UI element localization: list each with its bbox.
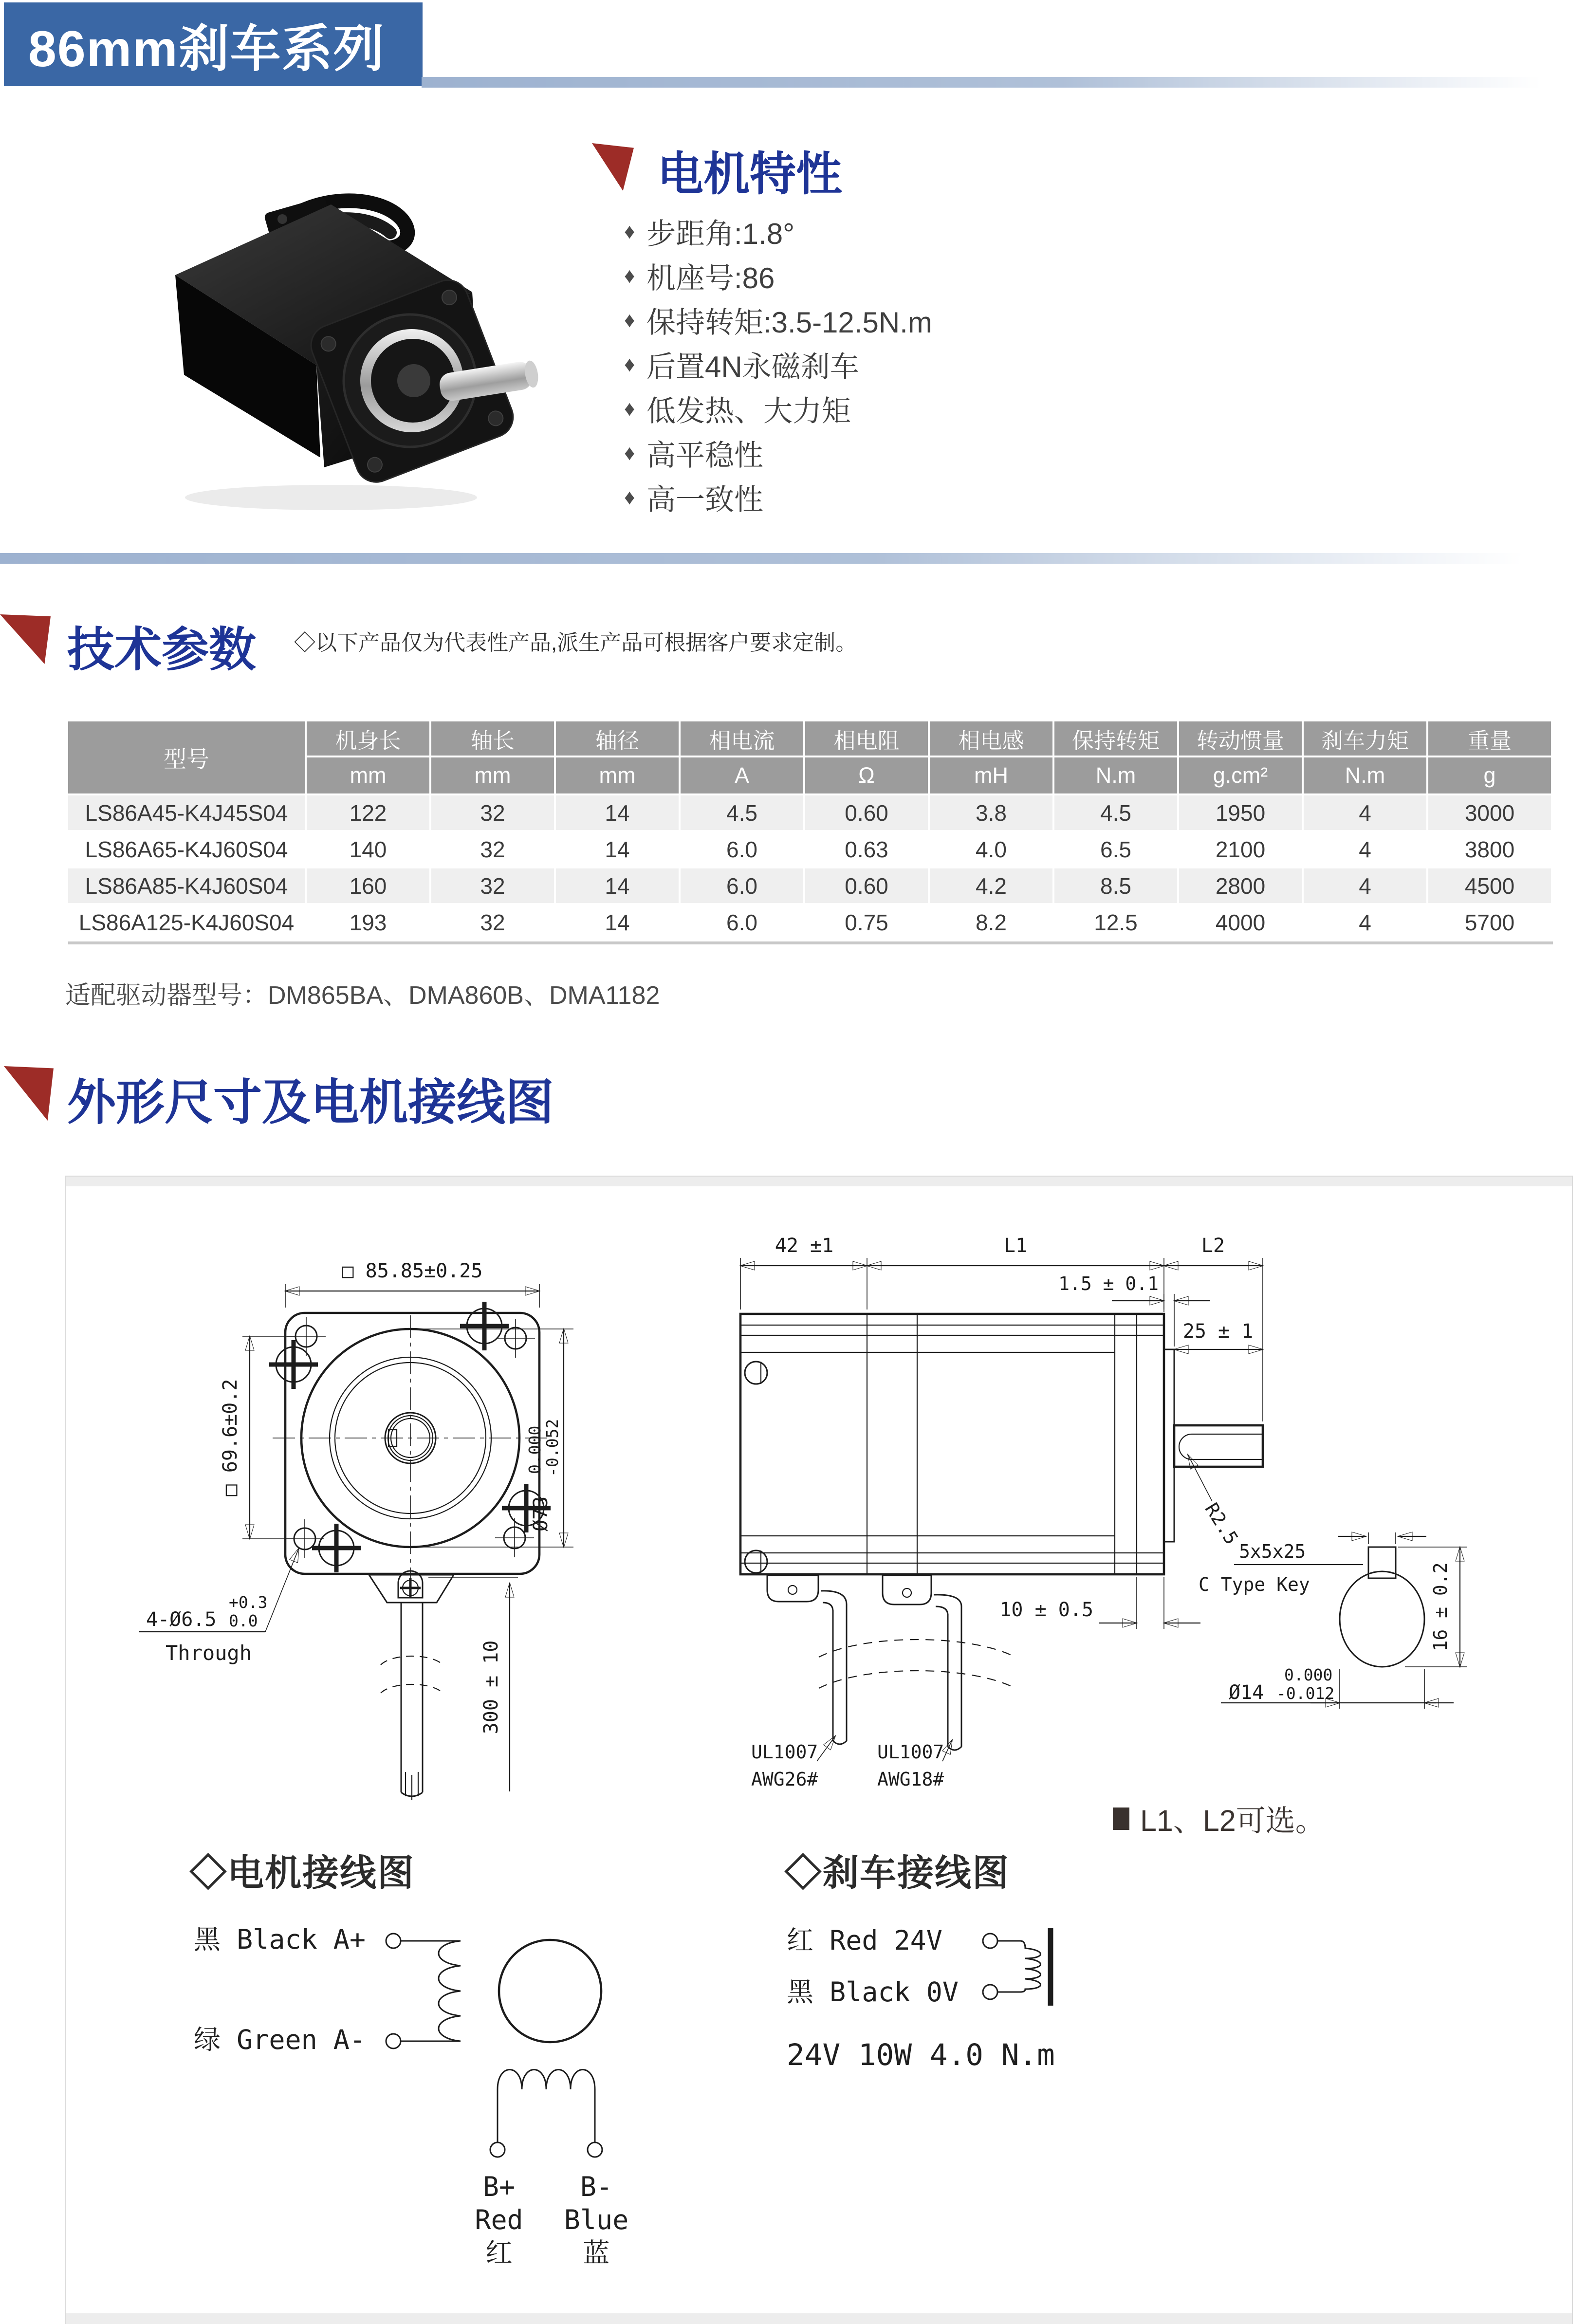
feature-text: 高平稳性 [646, 439, 763, 472]
b-minus: B- [580, 2171, 613, 2202]
diamond-bullet-icon: ♦ [624, 308, 635, 332]
cell: 1950 [1179, 795, 1304, 832]
cell: 0.60 [805, 795, 930, 832]
cell: 4 [1304, 832, 1428, 868]
dim-l1: L1 [1003, 1236, 1028, 1257]
driver-note: 适配驱动器型号：DM865BA、DMA860B、DMA1182 [65, 981, 660, 1010]
features-list [624, 209, 932, 519]
cell: 32 [431, 832, 556, 868]
col-unit: g [1428, 757, 1553, 795]
cell: 3.8 [930, 795, 1054, 832]
diamond-bullet-icon: ♦ [624, 352, 635, 376]
wire1-gauge: AWG26# [751, 1769, 818, 1790]
brake-wiring-title: ◇刹车接线图 [785, 1852, 1010, 1893]
cell: 12.5 [1054, 905, 1179, 941]
feature-text: 机座号:86 [646, 261, 775, 295]
cell: 4.0 [930, 832, 1054, 868]
col-header: 相电阻 [805, 721, 930, 757]
series-title: 86mm刹车系列 [28, 21, 385, 77]
cell-model: LS86A45-K4J45S04 [68, 795, 307, 832]
brake-wiring-diagram [974, 1913, 1110, 2045]
feature-item [624, 342, 932, 387]
cell: 4000 [1179, 905, 1304, 941]
dim-shaft-length: 25 ± 1 [1182, 1320, 1254, 1343]
cell: 4 [1304, 868, 1428, 905]
col-unit: A [681, 757, 805, 795]
cell: 3800 [1428, 832, 1553, 868]
side-view-drawing [701, 1236, 1504, 1811]
col-unit: mm [556, 757, 681, 795]
feature-text: 高一致性 [646, 483, 763, 516]
dim-collar: 1.5 ± 0.1 [1058, 1273, 1159, 1294]
square-bullet-icon [1113, 1808, 1129, 1830]
cell: 2800 [1179, 868, 1304, 905]
feature-item [624, 387, 932, 431]
col-header: 轴径 [556, 721, 681, 757]
key-size: 5x5x25 [1239, 1541, 1306, 1562]
cell-model: LS86A125-K4J60S04 [68, 905, 307, 941]
box-band-bottom [66, 2313, 1572, 2324]
col-unit: N.m [1304, 757, 1428, 795]
cell: 14 [556, 905, 681, 941]
specs-title: 技术参数 [67, 623, 256, 676]
col-header: 轴长 [431, 721, 556, 757]
specs-note: ◇以下产品仅为代表性产品,派生产品可根据客户要求定制。 [294, 631, 857, 655]
cell: 32 [431, 868, 556, 905]
cell: 6.0 [681, 832, 805, 868]
feature-text: 后置4N永磁刹车 [646, 350, 859, 383]
cell: 0.60 [805, 868, 930, 905]
col-header: 机身长 [307, 721, 431, 757]
feature-item [624, 254, 932, 298]
cell: 6.5 [1054, 832, 1179, 868]
cell: 6.0 [681, 868, 805, 905]
cell: 193 [307, 905, 431, 941]
feature-item [624, 298, 932, 342]
pilot-dia: Ø73 [530, 1496, 552, 1531]
col-header: 转动惯量 [1179, 721, 1304, 757]
dim-hole-square: □ 69.6±0.2 [219, 1379, 241, 1496]
col-header: 重量 [1428, 721, 1553, 757]
cell-model: LS86A85-K4J60S04 [68, 868, 307, 905]
wire2-gauge: AWG18# [877, 1769, 944, 1790]
col-unit: mm [307, 757, 431, 795]
col-header-model: 型号 [68, 721, 307, 795]
dim-shaft-flat-radius: R2.5 [1200, 1499, 1243, 1549]
cell: 8.2 [930, 905, 1054, 941]
dim-shaft-height: 16 ± 0.2 [1430, 1562, 1451, 1652]
col-unit: mH [930, 757, 1054, 795]
diamond-bullet-icon: ♦ [624, 219, 635, 243]
label-a-plus: 黑 Black A+ [194, 1924, 366, 1955]
feature-text: 低发热、大力矩 [646, 394, 851, 427]
cell: 4 [1304, 795, 1428, 832]
cell: 2100 [1179, 832, 1304, 868]
cell: 0.75 [805, 905, 930, 941]
holes-tol-lower: 0.0 [229, 1611, 258, 1630]
cell: 32 [431, 795, 556, 832]
pilot-tol-lower: -0.052 [543, 1419, 562, 1477]
feature-item [624, 475, 932, 519]
dims-title: 外形尺寸及电机接线图 [67, 1075, 554, 1130]
dim-width: □ 85.85±0.25 [342, 1260, 483, 1282]
motor-wiring-diagram [380, 1899, 672, 2171]
label-brake-red: 红 Red 24V [787, 1925, 942, 1956]
box-band-top [66, 1177, 1572, 1186]
cell: 4500 [1428, 868, 1553, 905]
holes-dim: 4-Ø6.5 [146, 1608, 217, 1631]
col-header: 刹车力矩 [1304, 721, 1428, 757]
diamond-bullet-icon: ♦ [624, 441, 635, 465]
product-photo [122, 146, 565, 526]
feature-text: 步距角:1.8° [646, 217, 795, 250]
wire1-spec: UL1007 [751, 1741, 818, 1763]
header-accent-band [422, 77, 1587, 88]
key-type: C Type Key [1199, 1574, 1310, 1595]
dim-cable-length: 300 ± 10 [480, 1640, 502, 1734]
cell: 5700 [1428, 905, 1553, 941]
dia-tol-lower: -0.012 [1276, 1684, 1335, 1703]
cell: 4.2 [930, 868, 1054, 905]
b-plus-cn: 红 [485, 2237, 513, 2269]
cell: 8.5 [1054, 868, 1179, 905]
col-header: 保持转矩 [1054, 721, 1179, 757]
feature-item [624, 209, 932, 254]
dim-pilot [525, 1419, 562, 1531]
cell: 6.0 [681, 905, 805, 941]
dim-flange-thickness: 10 ± 0.5 [999, 1599, 1093, 1621]
cell: 0.63 [805, 832, 930, 868]
cell: 14 [556, 832, 681, 868]
col-header: 相电感 [930, 721, 1054, 757]
holes-note: Through [166, 1641, 252, 1665]
phase-b-minus-labels [560, 2170, 633, 2269]
features-corner-icon [592, 143, 634, 191]
dims-corner-icon [4, 1066, 54, 1121]
b-plus: B+ [482, 2171, 516, 2202]
cell: 122 [307, 795, 431, 832]
diamond-bullet-icon: ♦ [624, 263, 635, 288]
cell: 14 [556, 868, 681, 905]
phase-b-plus-labels [462, 2170, 535, 2269]
brake-spec: 24V 10W 4.0 N.m [787, 2038, 1055, 2072]
spec-table [68, 721, 1553, 944]
diamond-bullet-icon: ♦ [624, 396, 635, 421]
option-note [1113, 1797, 1325, 1840]
col-unit: mm [431, 757, 556, 795]
b-minus-cn: 蓝 [583, 2237, 610, 2269]
motor-wiring-title: ◇电机接线图 [190, 1852, 415, 1893]
cell-model: LS86A65-K4J60S04 [68, 832, 307, 868]
dia: Ø14 [1229, 1681, 1264, 1704]
label-a-minus: 绿 Green A- [194, 2024, 366, 2055]
dim-brake-length: 42 ±1 [775, 1236, 834, 1257]
col-unit: N.m [1054, 757, 1179, 795]
specs-corner-icon [0, 614, 51, 664]
cell: 160 [307, 868, 431, 905]
divider-band [0, 553, 1587, 564]
cell: 32 [431, 905, 556, 941]
pilot-tol-upper: 0.000 [525, 1425, 544, 1474]
cell: 14 [556, 795, 681, 832]
cell: 4.5 [681, 795, 805, 832]
col-header: 相电流 [681, 721, 805, 757]
feature-item [624, 431, 932, 475]
front-view-drawing [131, 1251, 623, 1816]
series-title-bar [4, 2, 423, 86]
option-note-text: L1、L2可选。 [1140, 1804, 1325, 1837]
col-unit: Ω [805, 757, 930, 795]
dim-l2: L2 [1201, 1236, 1225, 1257]
wire2-spec: UL1007 [877, 1741, 944, 1763]
features-title: 电机特性 [657, 148, 843, 200]
holes-tol-upper: +0.3 [229, 1593, 268, 1612]
diamond-bullet-icon: ♦ [624, 485, 635, 509]
cell: 140 [307, 832, 431, 868]
b-minus-color: Blue [564, 2204, 629, 2235]
label-brake-black: 黑 Black 0V [787, 1976, 959, 2008]
b-plus-color: Red [475, 2204, 523, 2235]
dia-tol-upper: 0.000 [1284, 1665, 1333, 1684]
col-unit: g.cm² [1179, 757, 1304, 795]
cell: 4.5 [1054, 795, 1179, 832]
feature-text: 保持转矩:3.5-12.5N.m [646, 306, 932, 339]
cell: 4 [1304, 905, 1428, 941]
cell: 3000 [1428, 795, 1553, 832]
